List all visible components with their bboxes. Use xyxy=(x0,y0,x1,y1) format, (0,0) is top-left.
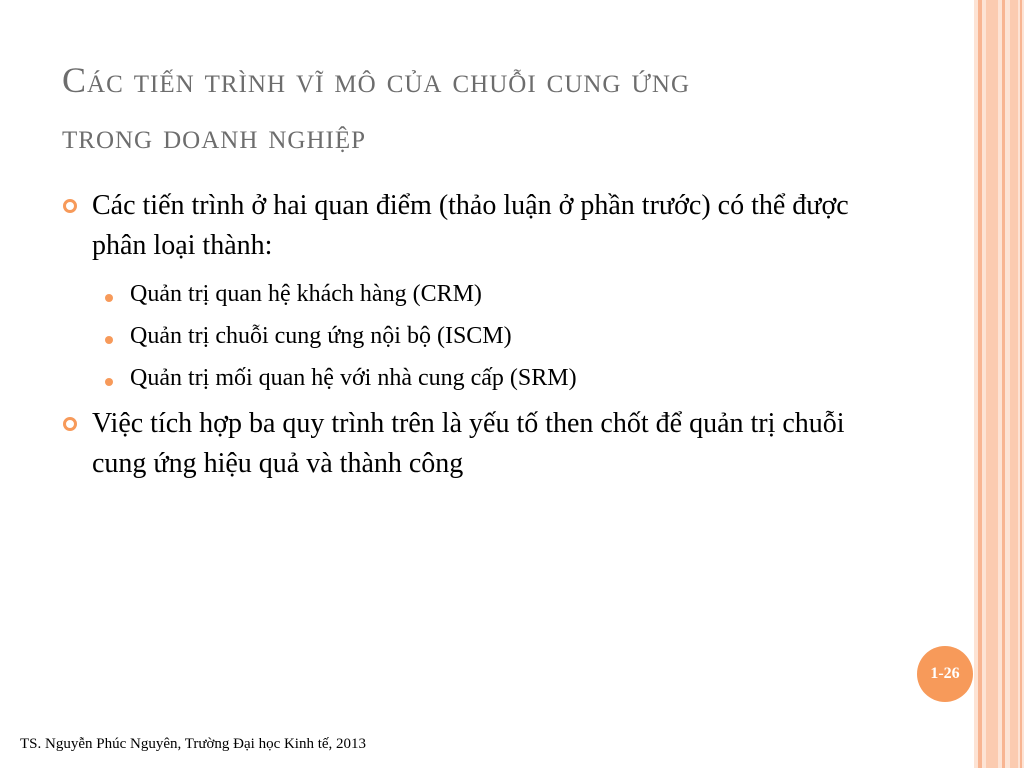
sub-bullet-text: Quản trị quan hệ khách hàng (CRM) xyxy=(130,281,482,307)
hollow-circle-bullet-icon xyxy=(62,186,92,219)
dot-bullet-icon xyxy=(104,318,130,350)
hollow-circle-bullet-icon xyxy=(62,404,92,437)
slide-title xyxy=(62,52,922,164)
sub-bullet-list xyxy=(62,276,882,396)
decorative-stripes xyxy=(974,0,1024,768)
page-number-badge xyxy=(917,646,973,702)
bullet-item xyxy=(62,186,882,266)
bullet-item xyxy=(62,404,882,484)
sub-bullet-item xyxy=(104,276,882,312)
sub-bullet-text: Quản trị chuỗi cung ứng nội bộ (ISCM) xyxy=(130,323,512,349)
footer-text: TS. Nguyễn Phúc Nguyên, Trường Đại học Kinh tế, 2013 xyxy=(20,736,367,752)
dot-bullet-icon xyxy=(104,276,130,308)
dot-bullet-icon xyxy=(104,360,130,392)
title-line-2: trong doanh nghiệp xyxy=(62,116,367,156)
sub-bullet-item xyxy=(104,360,882,396)
page-number: 1-26 xyxy=(930,665,960,682)
slide-body xyxy=(62,186,882,494)
title-line-1: Các tiến trình vĩ mô của chuỗi cung ứng xyxy=(62,60,690,100)
sub-bullet-text: Quản trị mối quan hệ với nhà cung cấp (SRM) xyxy=(130,365,577,391)
bullet-text: Các tiến trình ở hai quan điểm (thảo luận ở phần trước) có thể được phân loại thành: xyxy=(92,190,849,261)
bullet-text: Việc tích hợp ba quy trình trên là yếu tố then chốt để quản trị chuỗi cung ứng hiệu quả và thành công xyxy=(92,408,845,479)
sub-bullet-item xyxy=(104,318,882,354)
